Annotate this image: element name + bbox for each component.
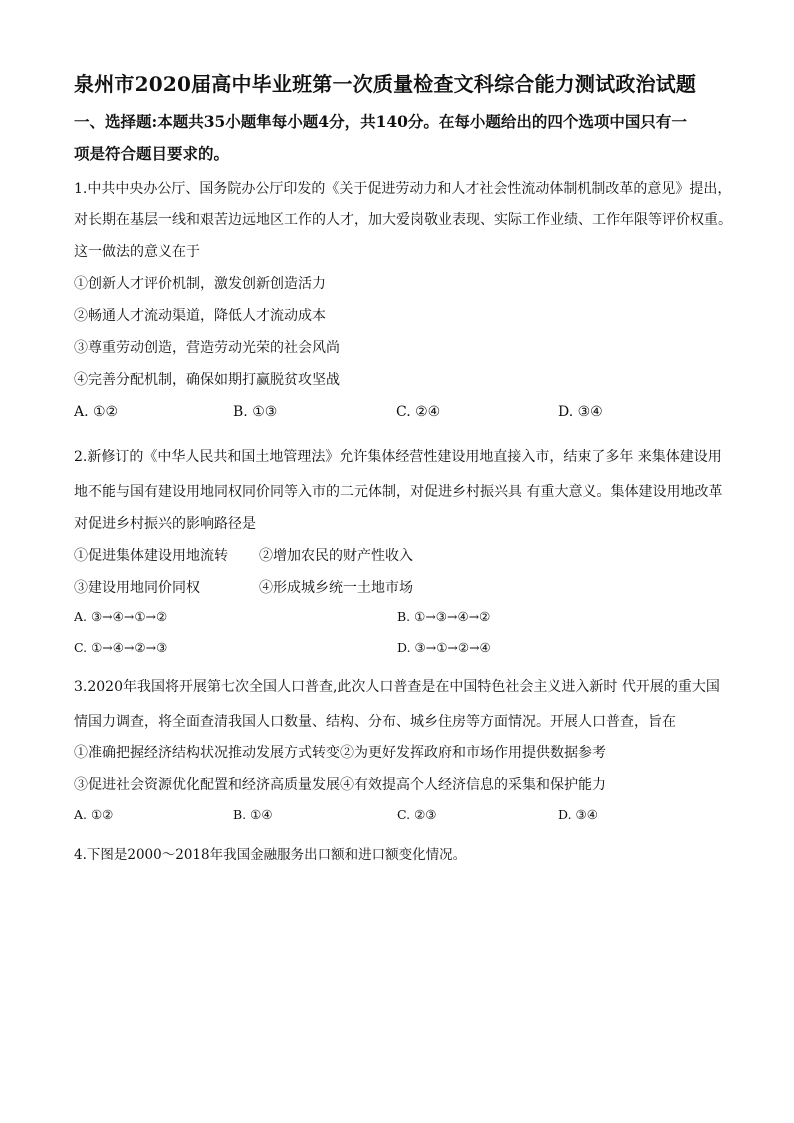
section-heading-line: 一、选择题:本题共35小题隼每小题4分，共140分。在每小题给出的四个选项中国只有一 <box>74 112 687 131</box>
answer-option-c: C. ②④ <box>396 404 441 420</box>
statement-item: ①准确把握经济结构状况推动发展方式转变②为更好发挥政府和市场作用提供数据参考 <box>74 745 606 761</box>
statement-item: ②畅通人才流动渠道，降低人才流动成本 <box>74 308 326 324</box>
question-text-line: 这一做法的意义在于 <box>74 244 200 260</box>
question-text-line: 情国力调查，将全面查清我国人口数量、结构、分布、城乡住房等方面情况。开展人口普查，旨在 <box>74 714 676 730</box>
question-text-line: 3.2020年我国将开展第七次全国人口普查,此次人口普查是在中国特色社会主义进入新时 代开展的重大国 <box>74 679 720 695</box>
answer-option-c: C. ②③ <box>397 807 437 822</box>
statement-item: ④完善分配机制，确保如期打赢脱贫攻坚战 <box>74 372 340 388</box>
answer-option-a: A. ①② <box>74 807 114 822</box>
section-heading <box>74 106 734 170</box>
answer-option-b: B. ①→③→④→② <box>397 609 491 624</box>
document-title: 泉州市2020届高中毕业班第一次质量检查文科综合能力测试政治试题 <box>74 72 697 96</box>
question-text-line: 地不能与国有建设用地同权同价同等入市的二元体制，对促进乡村振兴具 有重大意义。集体建设用地改革 <box>74 484 723 500</box>
answer-option-b: B. ①④ <box>233 807 273 822</box>
answer-option-a: A. ①② <box>74 404 119 420</box>
statement-item: ②增加农民的财产性收入 <box>259 548 413 564</box>
statement-item: ③促进社会资源优化配置和经济高质量发展④有效提高个人经济信息的采集和保护能力 <box>74 777 606 793</box>
statement-item: ①促进集体建设用地流转 <box>74 548 228 564</box>
statement-item: ④形成城乡统一土地市场 <box>259 580 413 596</box>
answer-option-d: D. ③④ <box>558 404 603 420</box>
answer-option-a: A. ③→④→①→② <box>74 609 168 624</box>
statement-item: ①创新人才评价机制，激发创新创造活力 <box>74 276 326 292</box>
answer-option-b: B. ①③ <box>233 404 278 420</box>
answer-option-c: C. ①→④→②→③ <box>74 640 168 655</box>
answer-option-d: D. ③④ <box>558 807 598 822</box>
question-text-line: 对促进乡村振兴的影响路径是 <box>74 516 256 532</box>
question-text-line: 4.下图是2000～2018年我国金融服务出口额和进口额变化情况。 <box>74 847 467 863</box>
statement-item: ③尊重劳动创造，营造劳动光荣的社会风尚 <box>74 340 340 356</box>
section-heading-line: 项是符合题目要求的。 <box>74 144 230 163</box>
statement-item: ③建设用地同价同权 <box>74 580 200 596</box>
question-text-line: 对长期在基层一线和艰苦边远地区工作的人才，加大爱岗敬业表现、实际工作业绩、工作年限等评价权重。 <box>74 212 732 228</box>
question-text-line: 2.新修订的《中华人民共和国土地管理法》允许集体经营性建设用地直接入市，结束了多年 来集体建设用 <box>74 449 722 465</box>
answer-option-d: D. ③→①→②→④ <box>397 640 491 655</box>
question-text-line: 1.中共中央办公厅、国务院办公厅印发的《关于促进劳动力和人才社会性流动体制机制改革的意见》提出， <box>74 181 732 197</box>
